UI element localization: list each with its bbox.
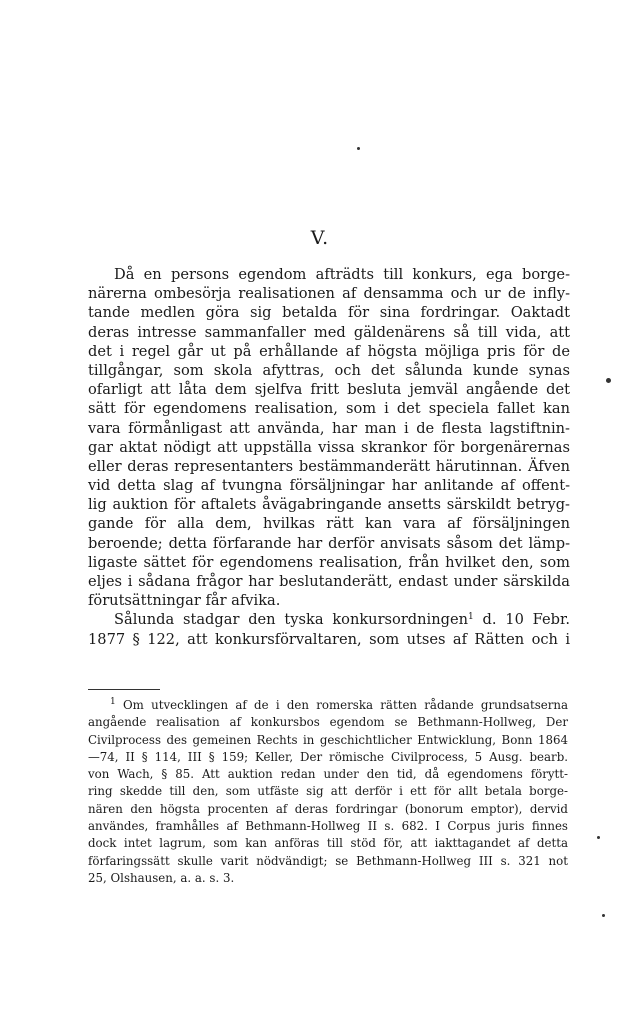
footnote-line: von Wach, § 85. Att auktion redan under den tid, då egendomens förytt- [88,767,568,782]
text-line: eller deras representanters bestämmanderätt härutinnan. Äfven [88,457,570,475]
text-line: gar aktat nödigt att uppställa vissa skrankor för borgenärernas [88,438,570,456]
text-segment: Om utvecklingen af de i den romerska rätten rådande grundsatserna [123,698,569,712]
text-line: Då en persons egendom afträdts till konkurs, ega borge- [114,266,570,283]
text-line: vara förmånligast att använda, har man i de flesta lagstiftnin- [88,419,570,437]
ink-speck [602,914,605,917]
footnote-line: nären den högsta procenten af deras fordringar (bonorum emptor), dervid [88,801,568,816]
footnote-line: Civilprocess des gemeinen Rechts in geschichtlicher Entwicklung, Bonn 1864 [88,732,568,747]
text-line: förutsättningar får afvika. [88,592,281,610]
text-line: närerna ombesörja realisationen af densamma och ur de infly- [88,285,570,303]
text-segment: Sålunda stadgar den tyska konkursordningen [114,611,468,629]
chapter-heading: V. [310,227,330,249]
ink-speck [606,378,611,383]
text-segment: d. 10 Febr. [473,611,570,629]
text-line [88,610,570,629]
text-line: tillgångar, som skola afyttras, och det sålunda kunde synas [88,361,570,379]
footnote-line: —74, II § 114, III § 159; Keller, Der römische Civilprocess, 5 Ausg. bearb. [88,749,568,764]
footnote-line: förfaringssätt skulle varit nödvändigt; se Bethmann-Hollweg III s. 321 not [88,853,568,868]
footnote-reference: 1 [468,612,474,623]
text-line: vid detta slag af tvungna försäljningar har anlitande af offent- [88,477,570,495]
main-text [88,265,570,649]
text-line: beroende; detta förfarande har derför anvisats såsom det lämp- [88,534,570,552]
text-line: lig auktion för aftalets åvägabringande ansetts särskildt betryg- [88,496,570,514]
ink-speck [597,836,600,839]
footnote-line: dock intet lagrum, som kan anföras till stöd för, att iakttagandet af detta [88,836,568,851]
text-line: deras intresse sammanfaller med gäldenärens så till vida, att [88,323,570,341]
ink-speck [357,147,360,150]
text-line: det i regel går ut på erhållande af högsta möjliga pris för de [88,342,570,360]
footnote-line: användes, framhålles af Bethmann-Hollweg II s. 682. I Corpus juris finnes [88,819,568,834]
footnote-line: ring skedde till den, som utfäste sig att derför i ett för allt betala borge- [88,784,568,799]
text-line: ofarligt att låta dem sjelfva fritt besluta jemväl angående det [88,381,570,399]
text-line: ligaste sättet för egendomens realisation, från hvilket den, som [88,553,570,571]
footnote-line [88,697,568,714]
text-line: sätt för egendomens realisation, som i det speciela fallet kan [88,400,570,418]
text-line: 1877 § 122, att konkursförvaltaren, som utses af Rätten och i [88,630,570,648]
footnote-divider [88,689,160,690]
text-line: eljes i sådana frågor har beslutanderätt, endast under särskilda [88,573,570,590]
text-line: gande för alla dem, hvilkas rätt kan vara af försäljningen [88,515,570,533]
footnote-marker: 1 [110,697,116,707]
footnote [88,697,568,887]
footnote-line: angående realisation af konkursbos egendom se Bethmann-Hollweg, Der [88,715,568,730]
footnote-line: 25, Olshausen, a. a. s. 3. [88,870,235,885]
text-line: tande medlen göra sig betalda för sina fordringar. Oaktadt [88,304,570,322]
